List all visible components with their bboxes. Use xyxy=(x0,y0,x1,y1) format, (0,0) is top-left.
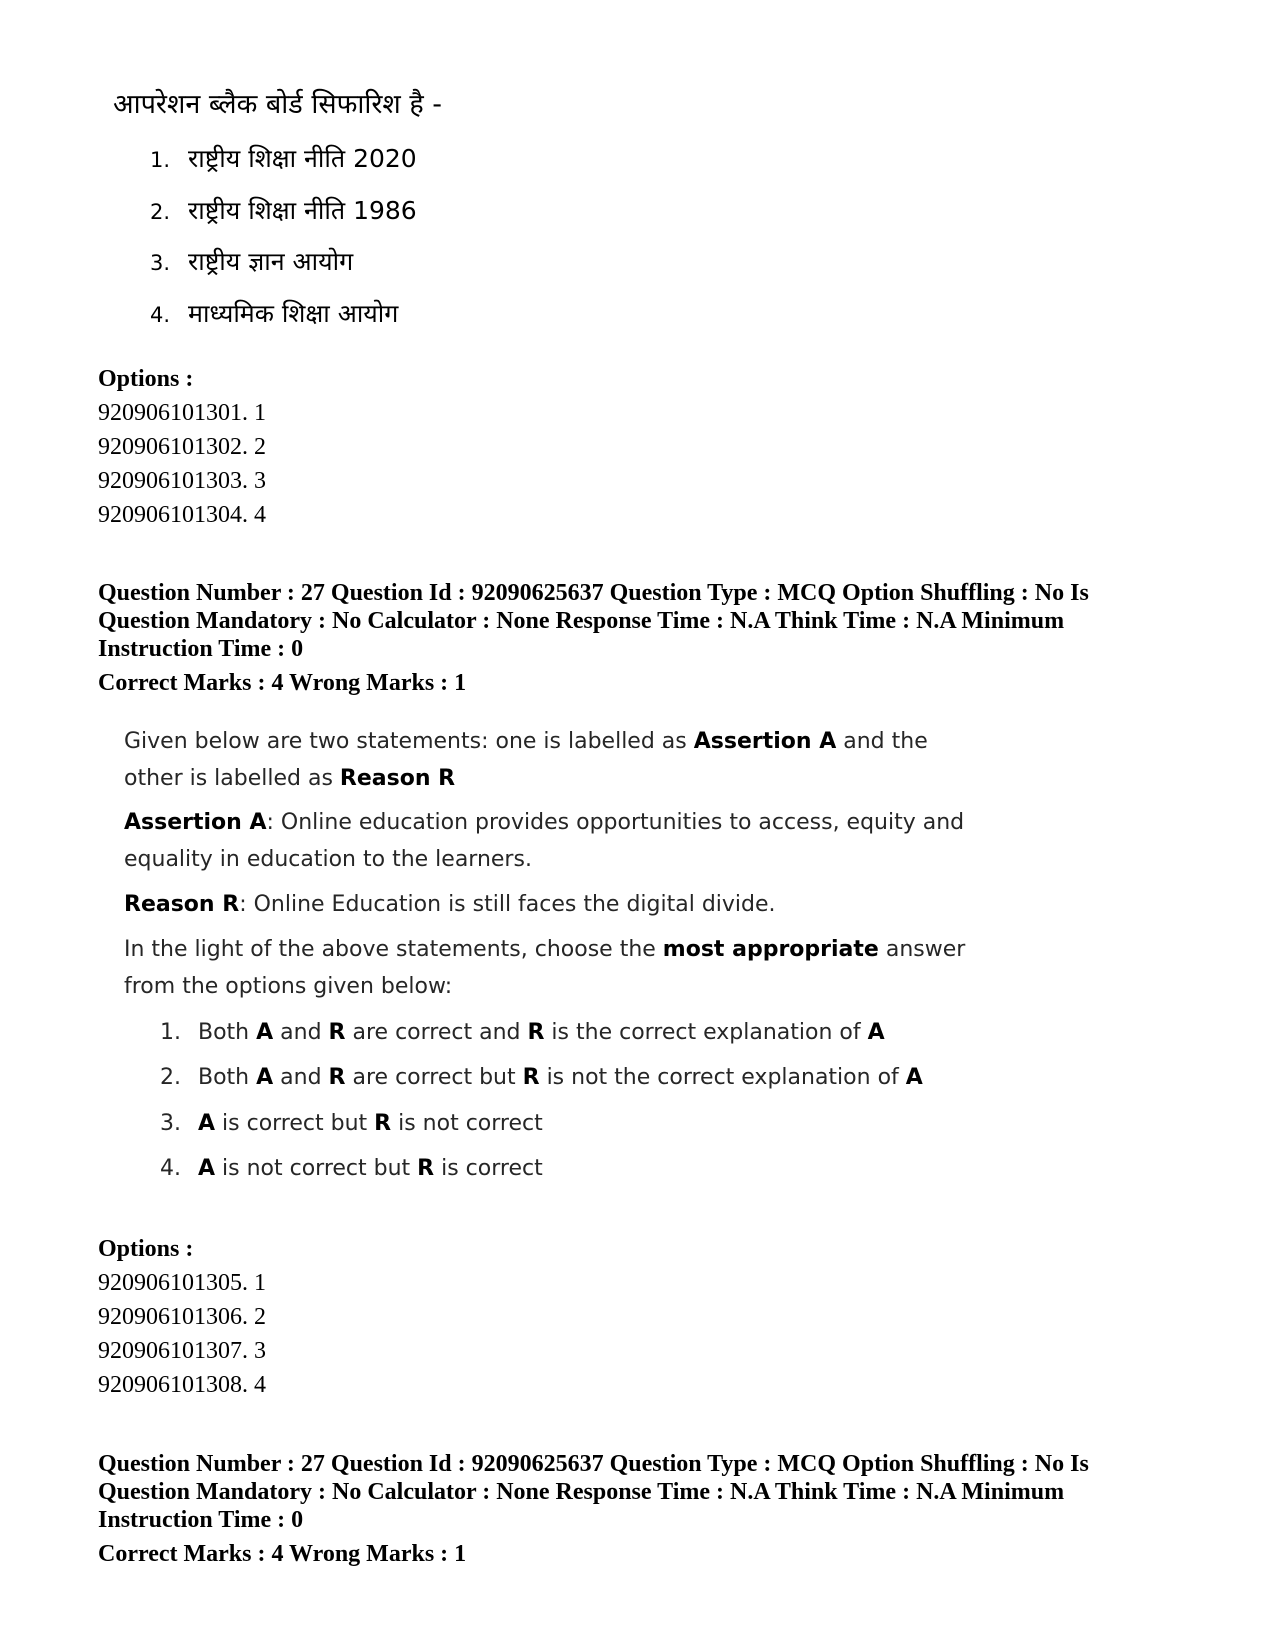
choice-text xyxy=(198,1111,543,1136)
choice-number: 4. xyxy=(160,1156,181,1181)
text-segment: are correct but xyxy=(345,1065,523,1090)
text-segment: A xyxy=(198,1156,216,1181)
text-segment: is the correct explanation of xyxy=(544,1020,868,1045)
reason-line xyxy=(124,892,776,917)
question-meta-line: Question Number : 27 Question Id : 92090625637 Question Type : MCQ Option Shuffling : No Is xyxy=(98,1451,1089,1477)
answer-choice xyxy=(160,1111,543,1136)
option-id-line: 920906101304. 4 xyxy=(98,502,266,528)
text-segment: : Online education provides opportunities to access, equity and xyxy=(266,810,965,835)
choice-text xyxy=(198,1020,885,1045)
instruction-line xyxy=(124,937,965,962)
text-segment: R xyxy=(328,1020,346,1045)
text-segment: R xyxy=(417,1156,435,1181)
question-intro-line xyxy=(124,729,928,754)
question-meta-line: Question Number : 27 Question Id : 92090625637 Question Type : MCQ Option Shuffling : No Is xyxy=(98,580,1089,606)
text-segment: Both xyxy=(198,1020,257,1045)
text-segment: and xyxy=(273,1065,329,1090)
text-segment: and the xyxy=(836,729,928,754)
text-segment: R xyxy=(328,1065,346,1090)
choice-text xyxy=(198,1156,543,1181)
text-segment: equality in education to the learners. xyxy=(124,847,532,872)
text-segment: is not the correct explanation of xyxy=(539,1065,906,1090)
text-segment: is correct xyxy=(434,1156,543,1181)
text-segment: is not correct but xyxy=(215,1156,418,1181)
reason-label: Reason R xyxy=(124,892,240,917)
text-segment: : Online Education is still faces the digital divide. xyxy=(239,892,776,917)
assertion-label: Assertion A xyxy=(124,810,267,835)
text-segment: A xyxy=(905,1065,923,1090)
option-id-line: 920906101308. 4 xyxy=(98,1372,266,1398)
choice-number: 2. xyxy=(160,1065,181,1090)
choice-number: 3. xyxy=(160,1111,181,1136)
choice-number: 1. xyxy=(160,1020,181,1045)
assertion-line xyxy=(124,847,532,872)
hindi-option-4 xyxy=(150,296,398,330)
choice-text xyxy=(198,1065,923,1090)
text-segment: A xyxy=(256,1065,274,1090)
question-meta-line: Instruction Time : 0 xyxy=(98,636,304,662)
marks-line: Correct Marks : 4 Wrong Marks : 1 xyxy=(98,670,467,696)
option-id-line: 920906101301. 1 xyxy=(98,400,266,426)
marks-line: Correct Marks : 4 Wrong Marks : 1 xyxy=(98,1541,467,1567)
question-meta-line: Question Mandatory : No Calculator : None Response Time : N.A Think Time : N.A Minimum xyxy=(98,608,1065,634)
text-segment: A xyxy=(198,1111,216,1136)
option-number: 4. xyxy=(150,303,171,327)
text-segment: Reason R xyxy=(339,766,456,791)
text-segment: R xyxy=(374,1111,392,1136)
answer-choice xyxy=(160,1156,543,1181)
text-segment: R xyxy=(527,1020,545,1045)
question-meta-line: Instruction Time : 0 xyxy=(98,1507,304,1533)
text-segment: In the light of the above statements, choose the xyxy=(124,937,663,962)
option-number: 3. xyxy=(150,251,171,275)
hindi-option-1 xyxy=(150,141,417,175)
option-number: 1. xyxy=(150,148,171,172)
text-segment: are correct and xyxy=(345,1020,528,1045)
hindi-option-3 xyxy=(150,244,353,278)
text-segment: Assertion A xyxy=(693,729,837,754)
question-intro-line xyxy=(124,766,455,791)
text-segment: is correct but xyxy=(215,1111,375,1136)
question-hindi-title: आपरेशन ब्लैक बोर्ड सिफारिश है - xyxy=(113,89,443,120)
text-segment: answer xyxy=(878,937,966,962)
option-number: 2. xyxy=(150,200,171,224)
hindi-option-2 xyxy=(150,193,417,227)
option-id-line: 920906101306. 2 xyxy=(98,1304,266,1330)
instruction-line xyxy=(124,974,452,999)
option-id-line: 920906101302. 2 xyxy=(98,434,266,460)
question-meta-line: Question Mandatory : No Calculator : None Response Time : N.A Think Time : N.A Minimum xyxy=(98,1479,1065,1505)
text-segment: R xyxy=(522,1065,540,1090)
text-segment: Given below are two statements: one is labelled as xyxy=(124,729,694,754)
option-text: राष्ट्रीय ज्ञान आयोग xyxy=(188,247,354,276)
text-segment: from the options given below: xyxy=(124,974,453,999)
text-segment: A xyxy=(256,1020,274,1045)
options-label: Options : xyxy=(98,1236,194,1262)
assertion-line xyxy=(124,810,964,835)
text-segment: and xyxy=(273,1020,329,1045)
option-id-line: 920906101307. 3 xyxy=(98,1338,266,1364)
option-text: राष्ट्रीय शिक्षा नीति 2020 xyxy=(188,144,417,173)
text-segment: most appropriate xyxy=(662,937,879,962)
option-id-line: 920906101305. 1 xyxy=(98,1270,266,1296)
option-id-line: 920906101303. 3 xyxy=(98,468,266,494)
answer-choice xyxy=(160,1065,923,1090)
option-text: माध्यमिक शिक्षा आयोग xyxy=(188,299,399,328)
answer-choice xyxy=(160,1020,885,1045)
text-segment: is not correct xyxy=(391,1111,543,1136)
option-text: राष्ट्रीय शिक्षा नीति 1986 xyxy=(188,196,417,225)
options-label: Options : xyxy=(98,366,194,392)
text-segment: Both xyxy=(198,1065,257,1090)
text-segment: A xyxy=(867,1020,885,1045)
text-segment: other is labelled as xyxy=(124,766,340,791)
